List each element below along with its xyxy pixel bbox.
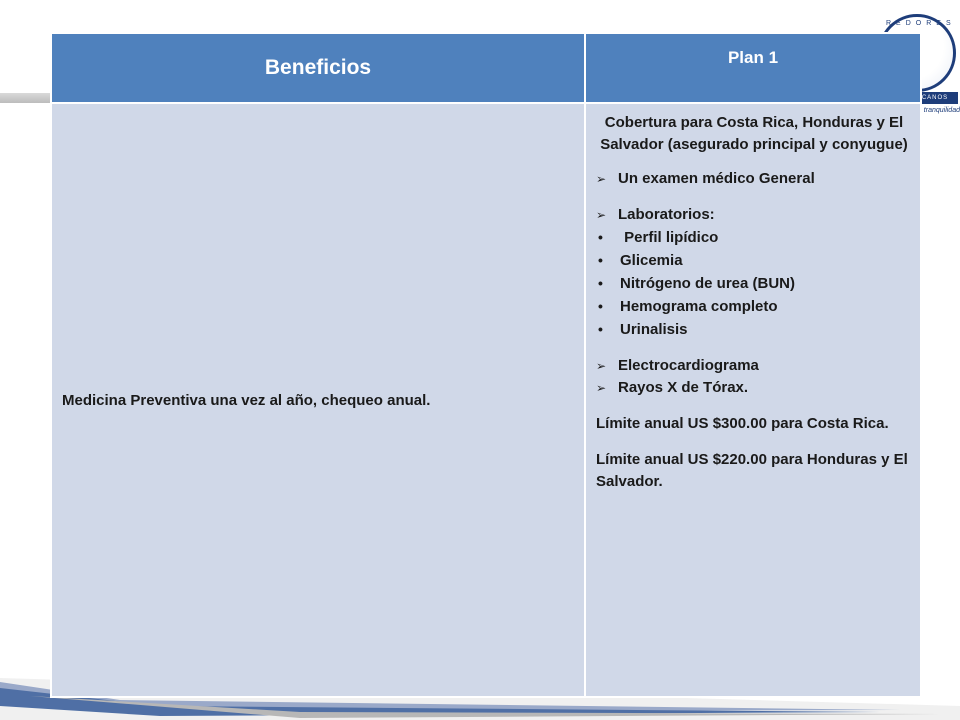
list-item: [596, 272, 912, 295]
lab-item: Urinalisis: [620, 321, 688, 338]
dot-bullet-icon: •: [598, 275, 603, 291]
annual-limit-costa-rica: Límite anual US $300.00 para Costa Rica.: [596, 415, 889, 432]
list-item: [596, 377, 912, 399]
decorative-side-bar: [0, 93, 50, 103]
dot-bullet-icon: •: [598, 252, 603, 268]
lab-item: Glicemia: [620, 252, 683, 269]
arrow-bullet-icon: ➢: [596, 359, 607, 373]
lab-item: Nitrógeno de urea (BUN): [620, 275, 796, 292]
plan-1-cell: [585, 103, 921, 697]
dot-bullet-icon: •: [598, 298, 603, 314]
lab-item: Perfil lipídico: [620, 229, 719, 246]
coverage-text: Cobertura para Costa Rica, Honduras y El Salvador (asegurado principal y conyugue): [600, 114, 908, 153]
labs-title: Laboratorios:: [618, 206, 715, 223]
list-item: [596, 318, 912, 341]
arrow-bullet-icon: ➢: [596, 381, 607, 395]
logo-band-text: CANOS: [912, 92, 958, 104]
header-benefits: Beneficios: [51, 33, 585, 103]
annual-limit-honduras-el-salvador: Límite anual US $220.00 para Honduras y El Salvador.: [596, 451, 908, 490]
ecg-label: Electrocardiograma: [618, 357, 759, 374]
dot-bullet-icon: •: [598, 229, 603, 245]
dot-bullet-icon: •: [598, 321, 603, 337]
table-header-row: [51, 33, 921, 103]
list-item: [596, 204, 912, 226]
list-item: [596, 249, 912, 272]
logo-tagline: tranquilidad: [923, 107, 960, 114]
lab-item: Hemograma completo: [620, 298, 778, 315]
header-plan-1: Plan 1: [585, 33, 921, 103]
benefit-cell: Medicina Preventiva una vez al año, chequeo anual.: [51, 103, 585, 697]
list-item: [596, 355, 912, 377]
list-item: [596, 295, 912, 318]
logo-arc-text: REDORES: [886, 20, 956, 27]
benefits-table: [50, 32, 922, 698]
arrow-bullet-icon: ➢: [596, 172, 607, 186]
xray-label: Rayos X de Tórax.: [618, 379, 749, 396]
list-item: [596, 226, 912, 249]
exam-label: Un examen médico General: [618, 170, 815, 187]
list-item: [596, 168, 912, 190]
table-row: [51, 103, 921, 697]
arrow-bullet-icon: ➢: [596, 208, 607, 222]
